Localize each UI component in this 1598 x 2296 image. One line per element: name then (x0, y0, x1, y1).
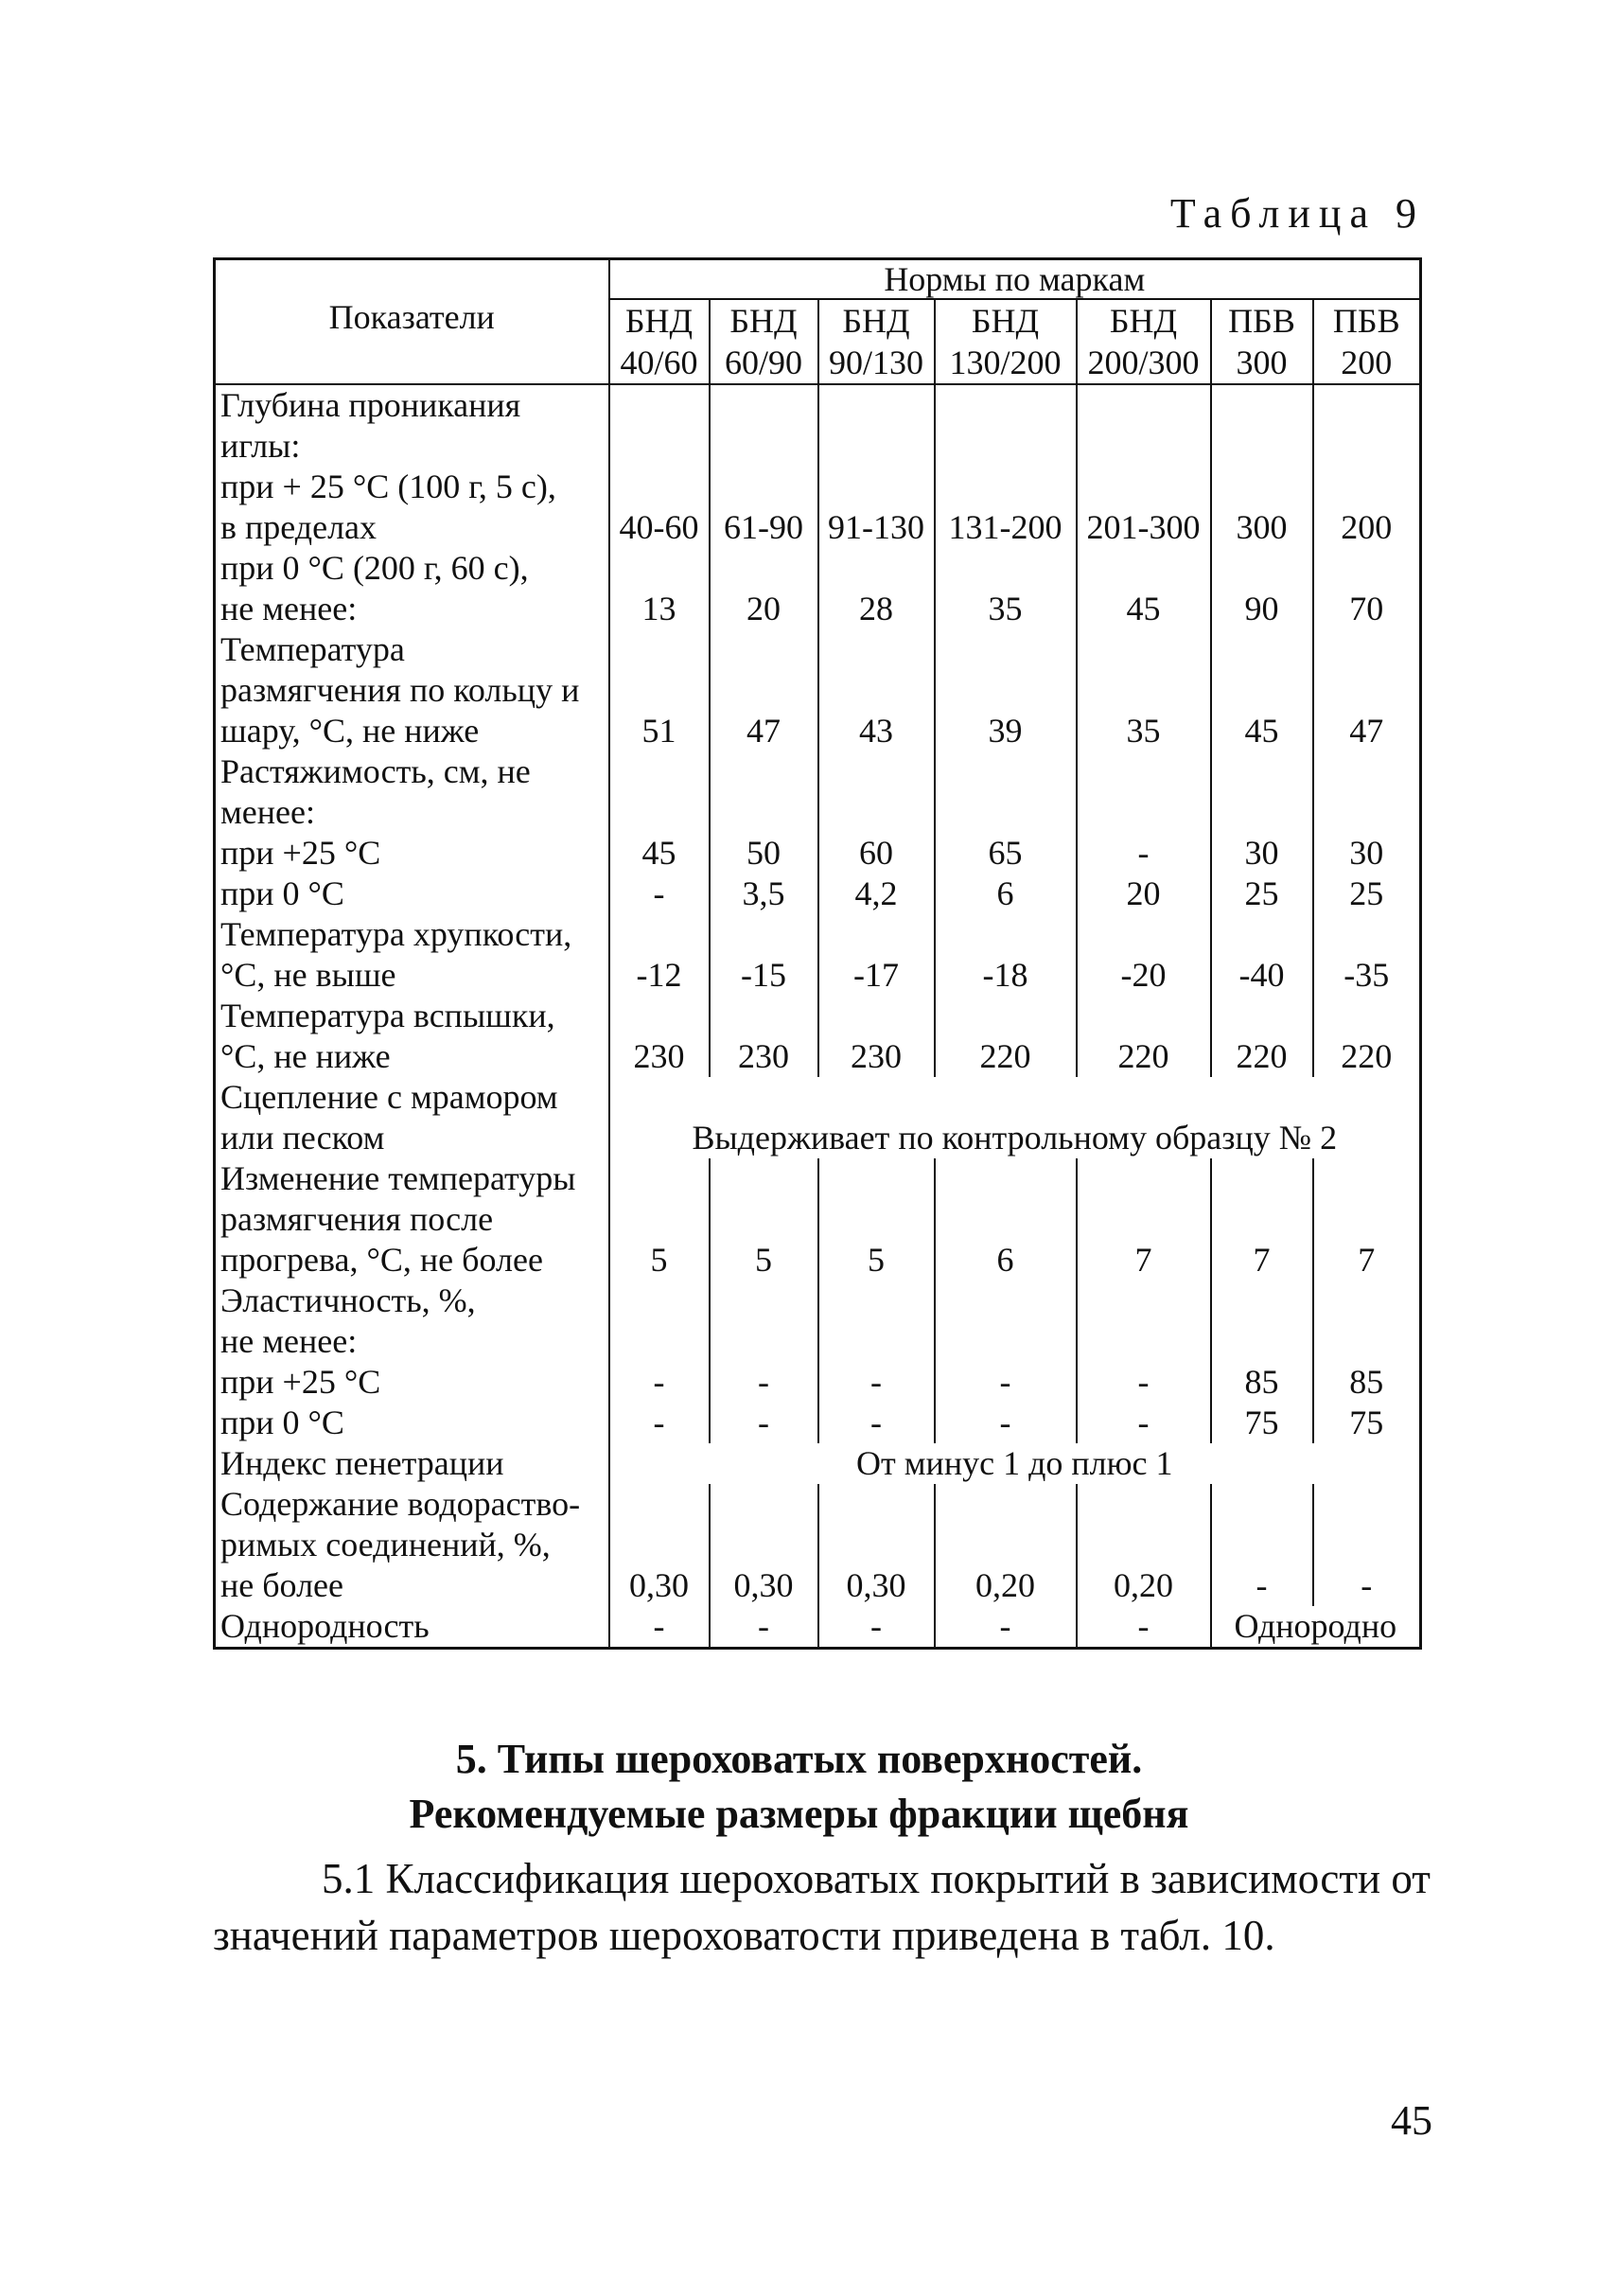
indicator-line: прогрева, °С, не более (220, 1241, 543, 1279)
value-cell: - (609, 1606, 710, 1649)
value-cell: -18 (935, 914, 1077, 996)
value-cell: 61-90 (710, 384, 818, 548)
value-cell: 0,20 (935, 1484, 1077, 1606)
value-cell: - (1211, 1484, 1313, 1606)
value-cell: - (1077, 1280, 1211, 1403)
value-cell: -12 (609, 914, 710, 996)
grade-header (609, 299, 710, 384)
section-title-line-1: 5. Типы шероховатых поверхностей. (455, 1736, 1143, 1782)
value-cell: 51 (609, 629, 710, 751)
value-cell: 75 (1211, 1403, 1313, 1443)
indicator-cell (215, 1280, 609, 1403)
value-cell: 7 (1077, 1158, 1211, 1280)
value-cell: 25 (1211, 874, 1313, 914)
value-cell: 28 (818, 548, 935, 629)
table-row (215, 629, 1421, 751)
indicator-line: при +25 °С (220, 1363, 381, 1401)
value-cell: 5 (710, 1158, 818, 1280)
spanning-value-cell: Выдерживает по контрольному образцу № 2 (609, 1077, 1421, 1158)
group-header: Нормы по маркам (609, 259, 1421, 300)
indicator-line: размягчения после (220, 1200, 494, 1238)
value-cell: 0,30 (609, 1484, 710, 1606)
indicator-line: при +25 °С (220, 834, 381, 872)
table-row (215, 914, 1421, 996)
indicator-line: не более (220, 1566, 344, 1604)
indicator-line: Индекс пенетрации (220, 1444, 504, 1482)
indicator-cell (215, 874, 609, 914)
value-cell: 20 (710, 548, 818, 629)
indicator-line: Температура хрупкости, (220, 915, 572, 953)
grade-header (710, 299, 818, 384)
value-cell: 35 (935, 548, 1077, 629)
table-body (215, 384, 1421, 1649)
indicator-line: в пределах (220, 508, 378, 546)
grade-header (1077, 299, 1211, 384)
value-cell: 45 (609, 751, 710, 874)
value-cell: 230 (818, 996, 935, 1077)
value-cell: -35 (1313, 914, 1421, 996)
value-cell: - (818, 1280, 935, 1403)
indicator-line: Однородность (220, 1607, 430, 1645)
indicator-line: не менее: (220, 590, 358, 627)
value-cell: 5 (818, 1158, 935, 1280)
indicator-line: Содержание водораство- (220, 1485, 581, 1523)
value-cell: 60 (818, 751, 935, 874)
indicator-line: при 0 °С (220, 874, 344, 912)
value-cell: -40 (1211, 914, 1313, 996)
value-cell: 30 (1313, 751, 1421, 874)
value-cell: -17 (818, 914, 935, 996)
value-cell: 220 (1211, 996, 1313, 1077)
section-paragraph: 5.1 Классификация шероховатых покрытий в зависимости от значений параметров шероховатости приведена в табл. 10. (213, 1855, 1431, 1959)
value-cell: 75 (1313, 1403, 1421, 1443)
value-cell: 300 (1211, 384, 1313, 548)
value-cell: - (710, 1280, 818, 1403)
grade-range: 200/300 (1087, 344, 1200, 381)
value-cell: - (935, 1403, 1077, 1443)
indicator-line: или песком (220, 1119, 385, 1157)
value-cell: 65 (935, 751, 1077, 874)
table-row (215, 1158, 1421, 1280)
grade-header (1211, 299, 1313, 384)
value-cell: 201-300 (1077, 384, 1211, 548)
value-cell: 220 (935, 996, 1077, 1077)
value-cell: 30 (1211, 751, 1313, 874)
table-row (215, 548, 1421, 629)
value-cell: 40-60 (609, 384, 710, 548)
value-cell: -15 (710, 914, 818, 996)
value-cell: -20 (1077, 914, 1211, 996)
value-cell: 20 (1077, 874, 1211, 914)
indicator-line: Сцепление с мрамором (220, 1078, 558, 1116)
table-row (215, 1606, 1421, 1649)
indicator-line: °С, не выше (220, 956, 396, 994)
value-cell: 47 (710, 629, 818, 751)
value-cell: 85 (1313, 1280, 1421, 1403)
value-cell: 6 (935, 1158, 1077, 1280)
value-cell: 7 (1211, 1158, 1313, 1280)
indicator-line: Температура (220, 630, 405, 668)
value-cell: - (818, 1606, 935, 1649)
value-cell: 13 (609, 548, 710, 629)
indicator-line: римых соединений, %, (220, 1526, 551, 1563)
indicator-line: °С, не ниже (220, 1037, 391, 1075)
value-cell: 0,30 (710, 1484, 818, 1606)
value-cell: 5 (609, 1158, 710, 1280)
value-cell: 7 (1313, 1158, 1421, 1280)
value-cell: 220 (1077, 996, 1211, 1077)
value-cell: 50 (710, 751, 818, 874)
value-cell: 131-200 (935, 384, 1077, 548)
value-cell: - (935, 1280, 1077, 1403)
indicator-header: Показатели (215, 259, 609, 385)
spanning-value-cell: Однородно (1211, 1606, 1421, 1649)
value-cell: 70 (1313, 548, 1421, 629)
indicator-cell (215, 1606, 609, 1649)
indicator-line: Изменение температуры (220, 1159, 576, 1197)
indicator-line: при 0 °С (220, 1404, 344, 1441)
indicator-line: размягчения по кольцу и (220, 671, 580, 709)
indicator-cell (215, 384, 609, 548)
grade-name: БНД (1109, 302, 1178, 340)
grade-name: ПБВ (1228, 302, 1295, 340)
section-title (0, 1732, 1598, 1842)
value-cell: 90 (1211, 548, 1313, 629)
value-cell: - (609, 874, 710, 914)
value-cell: 230 (710, 996, 818, 1077)
indicator-line: Глубина проникания (220, 386, 521, 424)
table-row (215, 996, 1421, 1077)
value-cell: - (1313, 1484, 1421, 1606)
value-cell: 45 (1211, 629, 1313, 751)
value-cell: 43 (818, 629, 935, 751)
value-cell: 25 (1313, 874, 1421, 914)
value-cell: - (1077, 1403, 1211, 1443)
value-cell: - (818, 1403, 935, 1443)
table-row (215, 1077, 1421, 1158)
table-row (215, 1403, 1421, 1443)
indicator-line: при + 25 °С (100 г, 5 с), (220, 468, 556, 505)
grade-header (1313, 299, 1421, 384)
indicator-cell (215, 1158, 609, 1280)
indicator-line: не менее: (220, 1322, 358, 1360)
indicator-cell (215, 1403, 609, 1443)
grade-name: БНД (729, 302, 798, 340)
value-cell: 200 (1313, 384, 1421, 548)
section-title-line-2: Рекомендуемые размеры фракции щебня (409, 1791, 1189, 1837)
value-cell: - (609, 1403, 710, 1443)
value-cell: 0,30 (818, 1484, 935, 1606)
value-cell: - (609, 1280, 710, 1403)
table-row (215, 1280, 1421, 1403)
grade-range: 40/60 (620, 344, 698, 381)
grade-name: БНД (624, 302, 694, 340)
table-row (215, 1443, 1421, 1484)
value-cell: 35 (1077, 629, 1211, 751)
grade-range: 300 (1236, 344, 1288, 381)
indicator-cell (215, 914, 609, 996)
indicator-line: менее: (220, 793, 315, 831)
value-cell: 3,5 (710, 874, 818, 914)
value-cell: 6 (935, 874, 1077, 914)
indicator-line: Растяжимость, см, не (220, 752, 531, 790)
grade-range: 60/90 (724, 344, 802, 381)
value-cell: - (710, 1606, 818, 1649)
grade-name: БНД (971, 302, 1040, 340)
indicator-line: Эластичность, %, (220, 1281, 476, 1319)
value-cell: 91-130 (818, 384, 935, 548)
grade-name: БНД (842, 302, 910, 340)
indicator-cell (215, 1077, 609, 1158)
indicator-line: иглы: (220, 427, 301, 465)
value-cell: - (1077, 751, 1211, 874)
page-number: 45 (1391, 2097, 1432, 2144)
grade-range: 130/200 (949, 344, 1062, 381)
value-cell: - (1077, 1606, 1211, 1649)
table-row (215, 384, 1421, 548)
indicator-line: шару, °С, не ниже (220, 712, 480, 750)
grade-name: ПБВ (1332, 302, 1400, 340)
indicator-cell (215, 751, 609, 874)
indicator-cell (215, 629, 609, 751)
norms-table (213, 257, 1422, 1650)
table-caption: Таблица 9 (1169, 190, 1425, 237)
value-cell: 85 (1211, 1280, 1313, 1403)
value-cell: 230 (609, 996, 710, 1077)
value-cell: 220 (1313, 996, 1421, 1077)
table-row (215, 1484, 1421, 1606)
value-cell: 0,20 (1077, 1484, 1211, 1606)
value-cell: 47 (1313, 629, 1421, 751)
spanning-value-cell: От минус 1 до плюс 1 (609, 1443, 1421, 1484)
indicator-cell (215, 1443, 609, 1484)
value-cell: 39 (935, 629, 1077, 751)
indicator-cell (215, 1484, 609, 1606)
grade-header (935, 299, 1077, 384)
grade-range: 200 (1341, 344, 1393, 381)
table-row (215, 751, 1421, 874)
value-cell: 4,2 (818, 874, 935, 914)
table-row (215, 874, 1421, 914)
value-cell: - (935, 1606, 1077, 1649)
value-cell: 45 (1077, 548, 1211, 629)
grade-range: 90/130 (828, 344, 923, 381)
value-cell: - (710, 1403, 818, 1443)
grade-header (818, 299, 935, 384)
indicator-line: Температура вспышки, (220, 997, 555, 1034)
indicator-cell (215, 548, 609, 629)
indicator-cell (215, 996, 609, 1077)
indicator-line: при 0 °С (200 г, 60 с), (220, 549, 529, 587)
